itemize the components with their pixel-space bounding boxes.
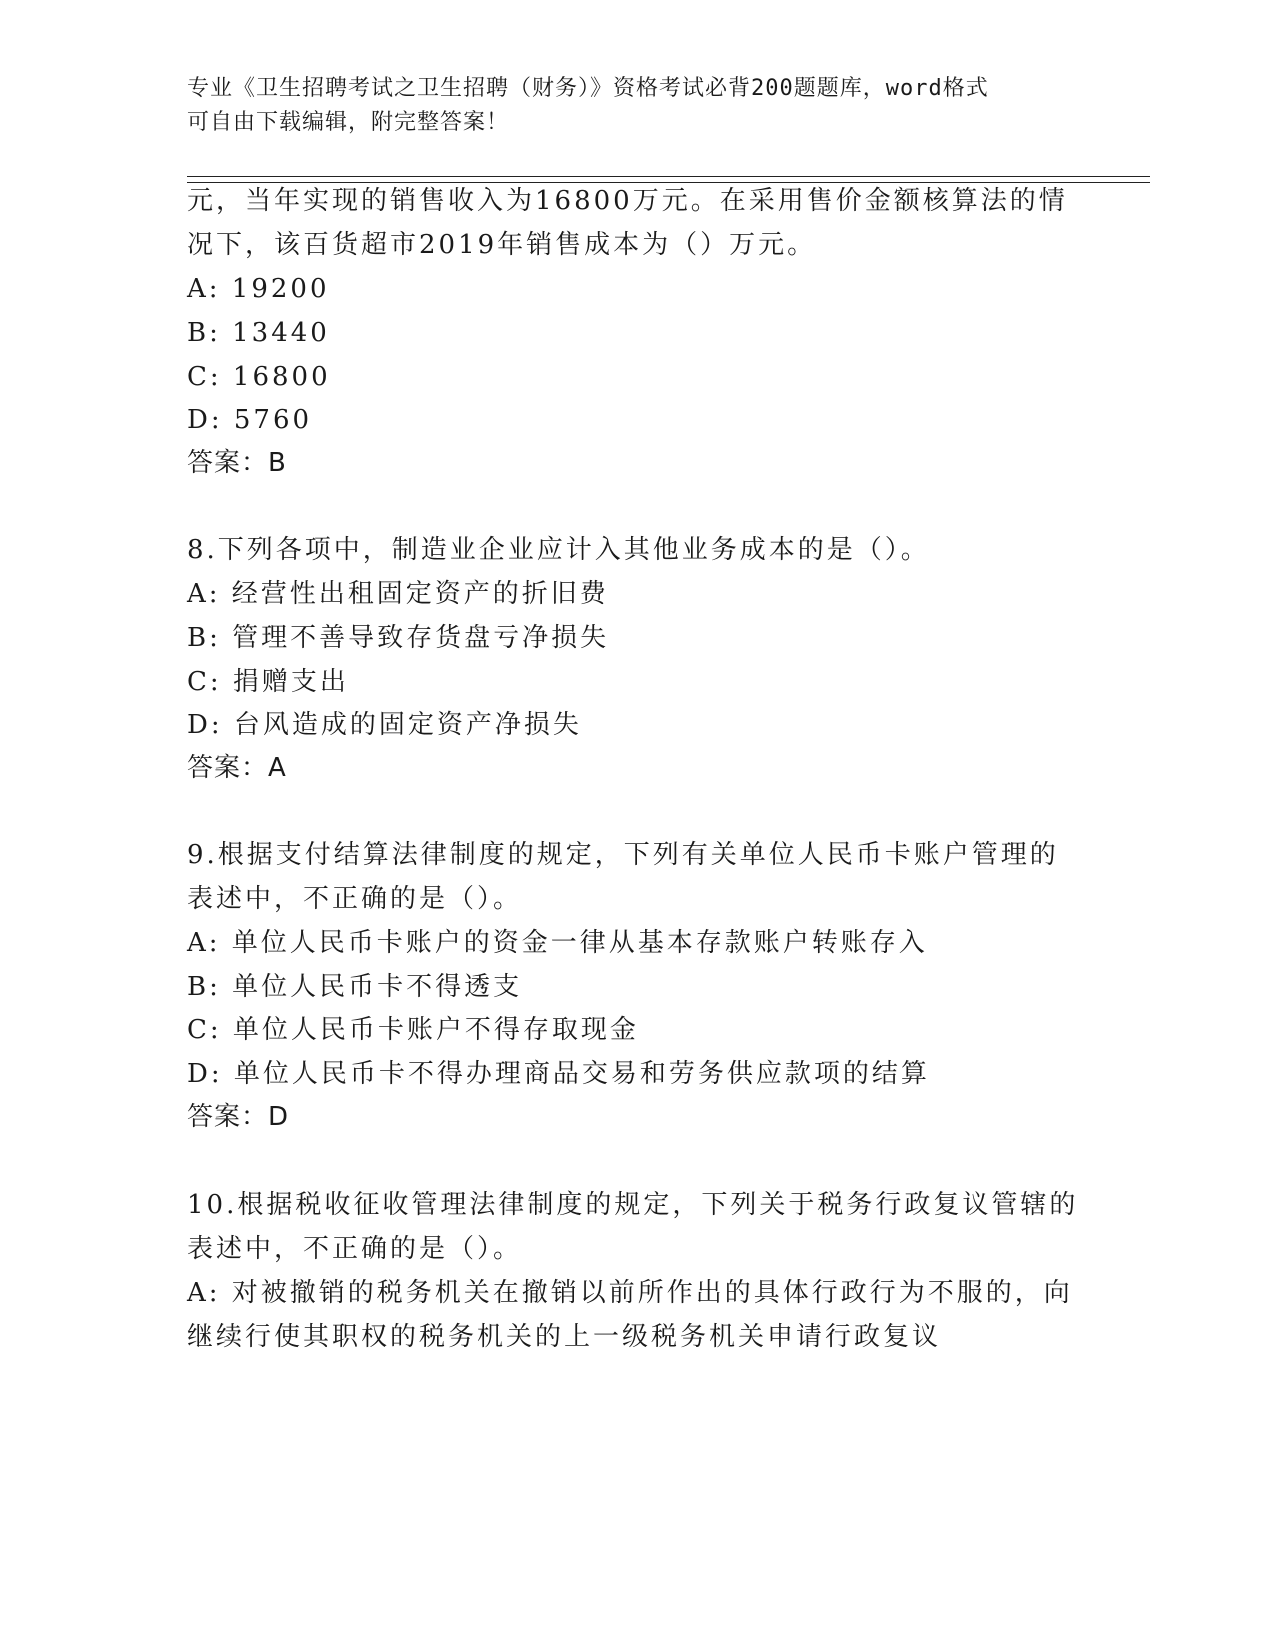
option-d: D: 5760 xyxy=(187,405,313,435)
question-text-line: 元，当年实现的销售收入为16800万元。在采用售价金额核算法的情 xyxy=(187,186,1068,216)
option-c: C: 捐赠支出 xyxy=(187,667,349,697)
option-a-continued: 继续行使其职权的税务机关的上一级税务机关申请行政复议 xyxy=(187,1322,942,1352)
option-b: B: 管理不善导致存货盘亏净损失 xyxy=(187,623,610,653)
header-divider-top xyxy=(187,176,1150,177)
question-text-line: 表述中，不正确的是（）。 xyxy=(187,884,523,914)
option-d: D: 单位人民币卡不得办理商品交易和劳务供应款项的结算 xyxy=(187,1059,930,1089)
document-header xyxy=(187,72,1087,140)
option-a: A: 经营性出租固定资产的折旧费 xyxy=(187,579,609,609)
option-a: A: 19200 xyxy=(187,274,330,304)
option-a: A: 对被撤销的税务机关在撤销以前所作出的具体行政行为不服的，向 xyxy=(187,1278,1073,1308)
question-text-line: 表述中，不正确的是（）。 xyxy=(187,1234,523,1264)
header-divider-bottom xyxy=(187,182,1150,183)
option-b: B: 单位人民币卡不得透支 xyxy=(187,972,523,1002)
option-c: C: 单位人民币卡账户不得存取现金 xyxy=(187,1015,639,1045)
answer-line: 答案：A xyxy=(187,753,287,783)
question-text-line: 9.根据支付结算法律制度的规定，下列有关单位人民币卡账户管理的 xyxy=(187,840,1059,870)
header-title-line-1: 专业《卫生招聘考试之卫生招聘（财务）》资格考试必背200题题库，word格式 xyxy=(187,76,989,101)
option-c: C: 16800 xyxy=(187,362,331,392)
question-text-line: 10.根据税收征收管理法律制度的规定，下列关于税务行政复议管辖的 xyxy=(187,1190,1079,1220)
answer-line: 答案：D xyxy=(187,1102,290,1132)
header-title-line-2: 可自由下载编辑，附完整答案！ xyxy=(187,110,510,135)
option-d: D: 台风造成的固定资产净损失 xyxy=(187,710,582,740)
question-text-line: 8.下列各项中，制造业企业应计入其他业务成本的是（）。 xyxy=(187,535,930,565)
question-text-line: 况下，该百货超市2019年销售成本为（）万元。 xyxy=(187,230,817,260)
option-a: A: 单位人民币卡账户的资金一律从基本存款账户转账存入 xyxy=(187,928,928,958)
answer-line: 答案：B xyxy=(187,448,287,478)
option-b: B: 13440 xyxy=(187,318,330,348)
